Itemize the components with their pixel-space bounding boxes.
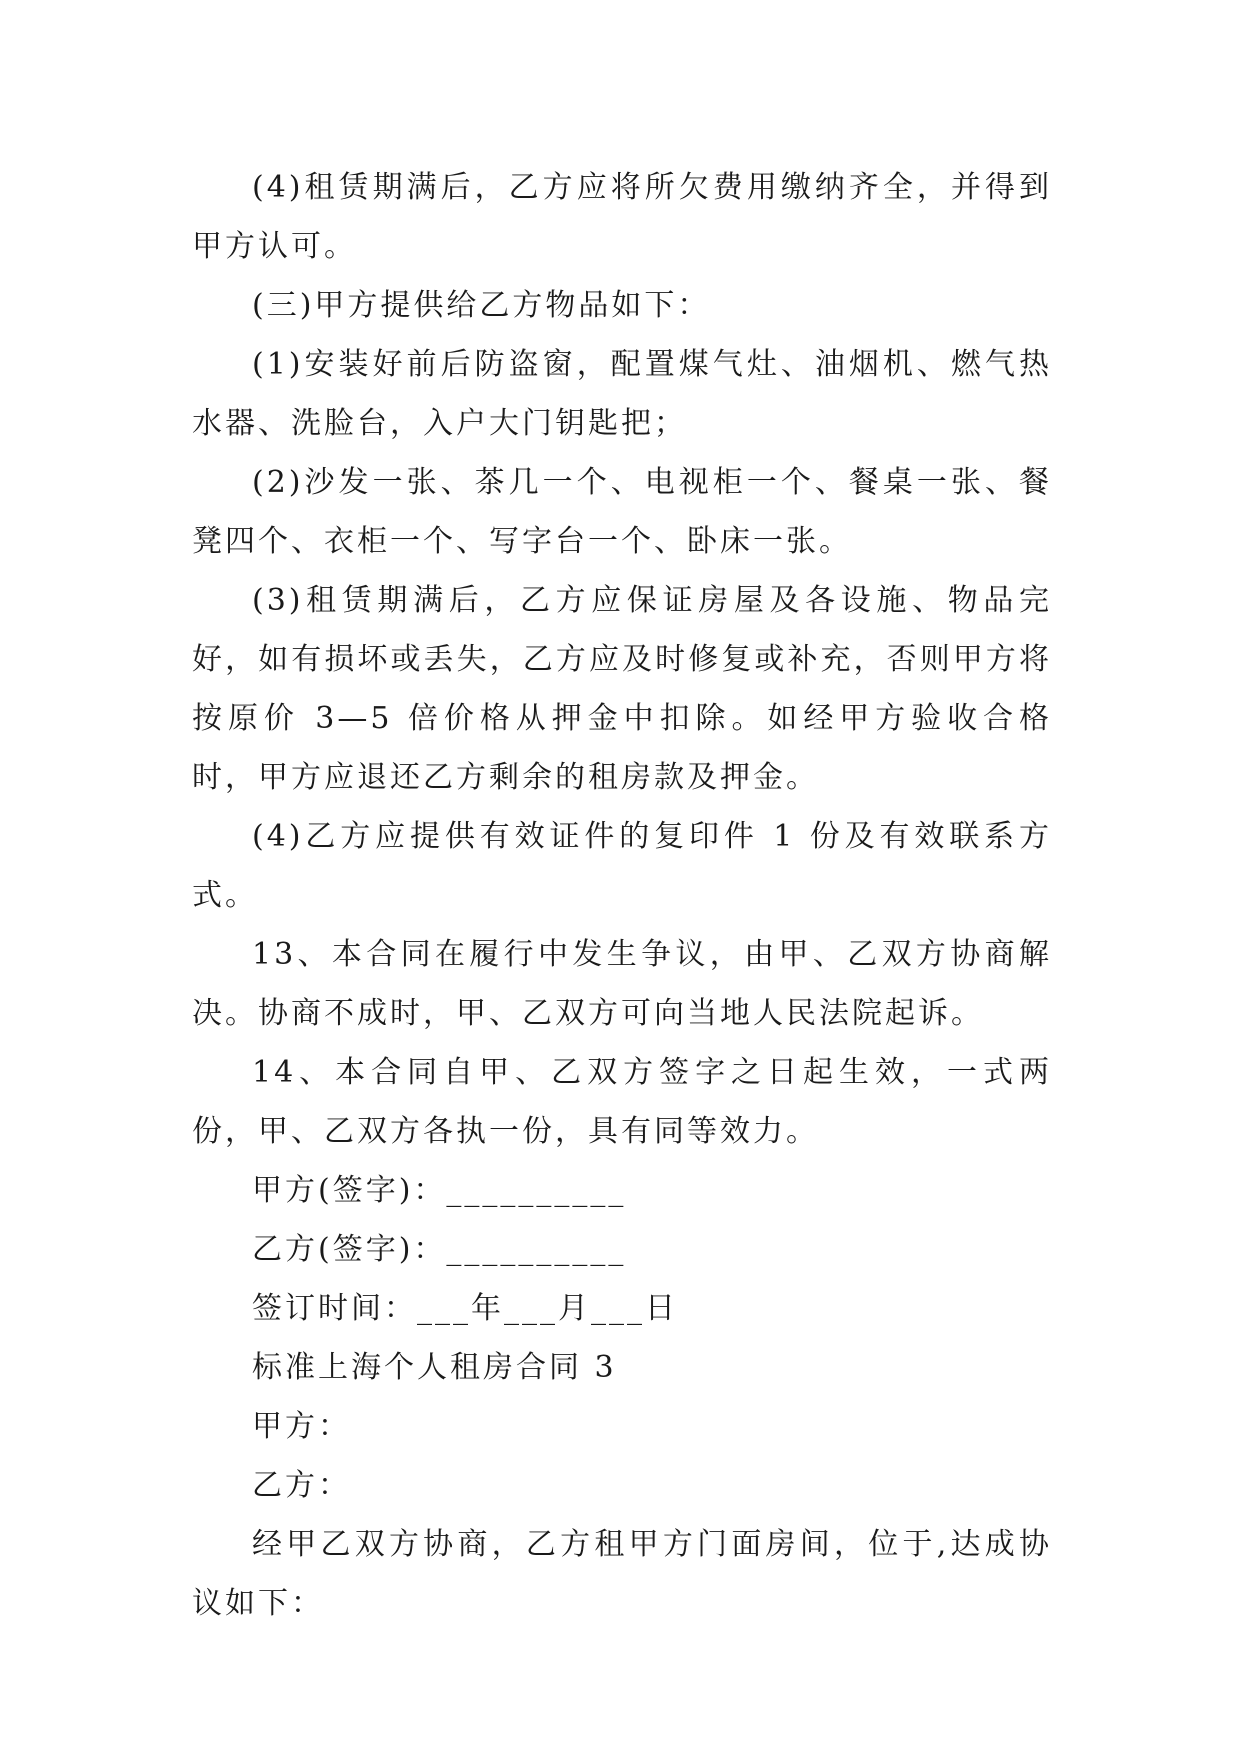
- paragraph-item-2-furniture: (2)沙发一张、茶几一个、电视柜一个、餐桌一张、餐凳四个、衣柜一个、写字台一个、卧床一张。: [192, 465, 1052, 559]
- paragraph-clause-13-dispute: 13、本合同在履行中发生争议，由甲、乙双方协商解决。协商不成时，甲、乙双方可向当地人民法院起诉。: [192, 937, 1052, 1031]
- party-b-label: 乙方：: [252, 1468, 351, 1503]
- document-body: [192, 158, 1052, 1633]
- next-contract-title: 标准上海个人租房合同 3: [252, 1350, 617, 1385]
- paragraph-item-1-fixtures: (1)安装好前后防盗窗，配置煤气灶、油烟机、燃气热水器、洗脸台，入户大门钥匙把；: [192, 347, 1052, 441]
- paragraph-clause-14-effective: 14、本合同自甲、乙双方签字之日起生效，一式两份，甲、乙双方各执一份，具有同等效力。: [192, 1055, 1052, 1149]
- paragraph-agreement-intro: 经甲乙双方协商，乙方租甲方门面房间，位于,达成协议如下：: [192, 1527, 1052, 1621]
- paragraph-item-4-documents: (4)乙方应提供有效证件的复印件 1 份及有效联系方式。: [192, 819, 1052, 913]
- paragraph-item-3-condition: (3)租赁期满后，乙方应保证房屋及各设施、物品完好，如有损坏或丢失，乙方应及时修复或补充，否则甲方将按原价 3—5 倍价格从押金中扣除。如经甲方验收合格时，甲方应退还乙方剩余的租房款及押金。: [192, 583, 1052, 795]
- paragraph-clause-4-payment: (4)租赁期满后，乙方应将所欠费用缴纳齐全，并得到甲方认可。: [192, 170, 1052, 264]
- signature-line-party-a: 甲方(签字)：__________: [252, 1173, 627, 1208]
- sign-date-line: 签订时间：___年___月___日: [252, 1291, 678, 1326]
- party-a-label: 甲方：: [252, 1409, 351, 1444]
- signature-line-party-b: 乙方(签字)：__________: [252, 1232, 627, 1267]
- paragraph-section-3-heading: (三)甲方提供给乙方物品如下：: [252, 288, 711, 323]
